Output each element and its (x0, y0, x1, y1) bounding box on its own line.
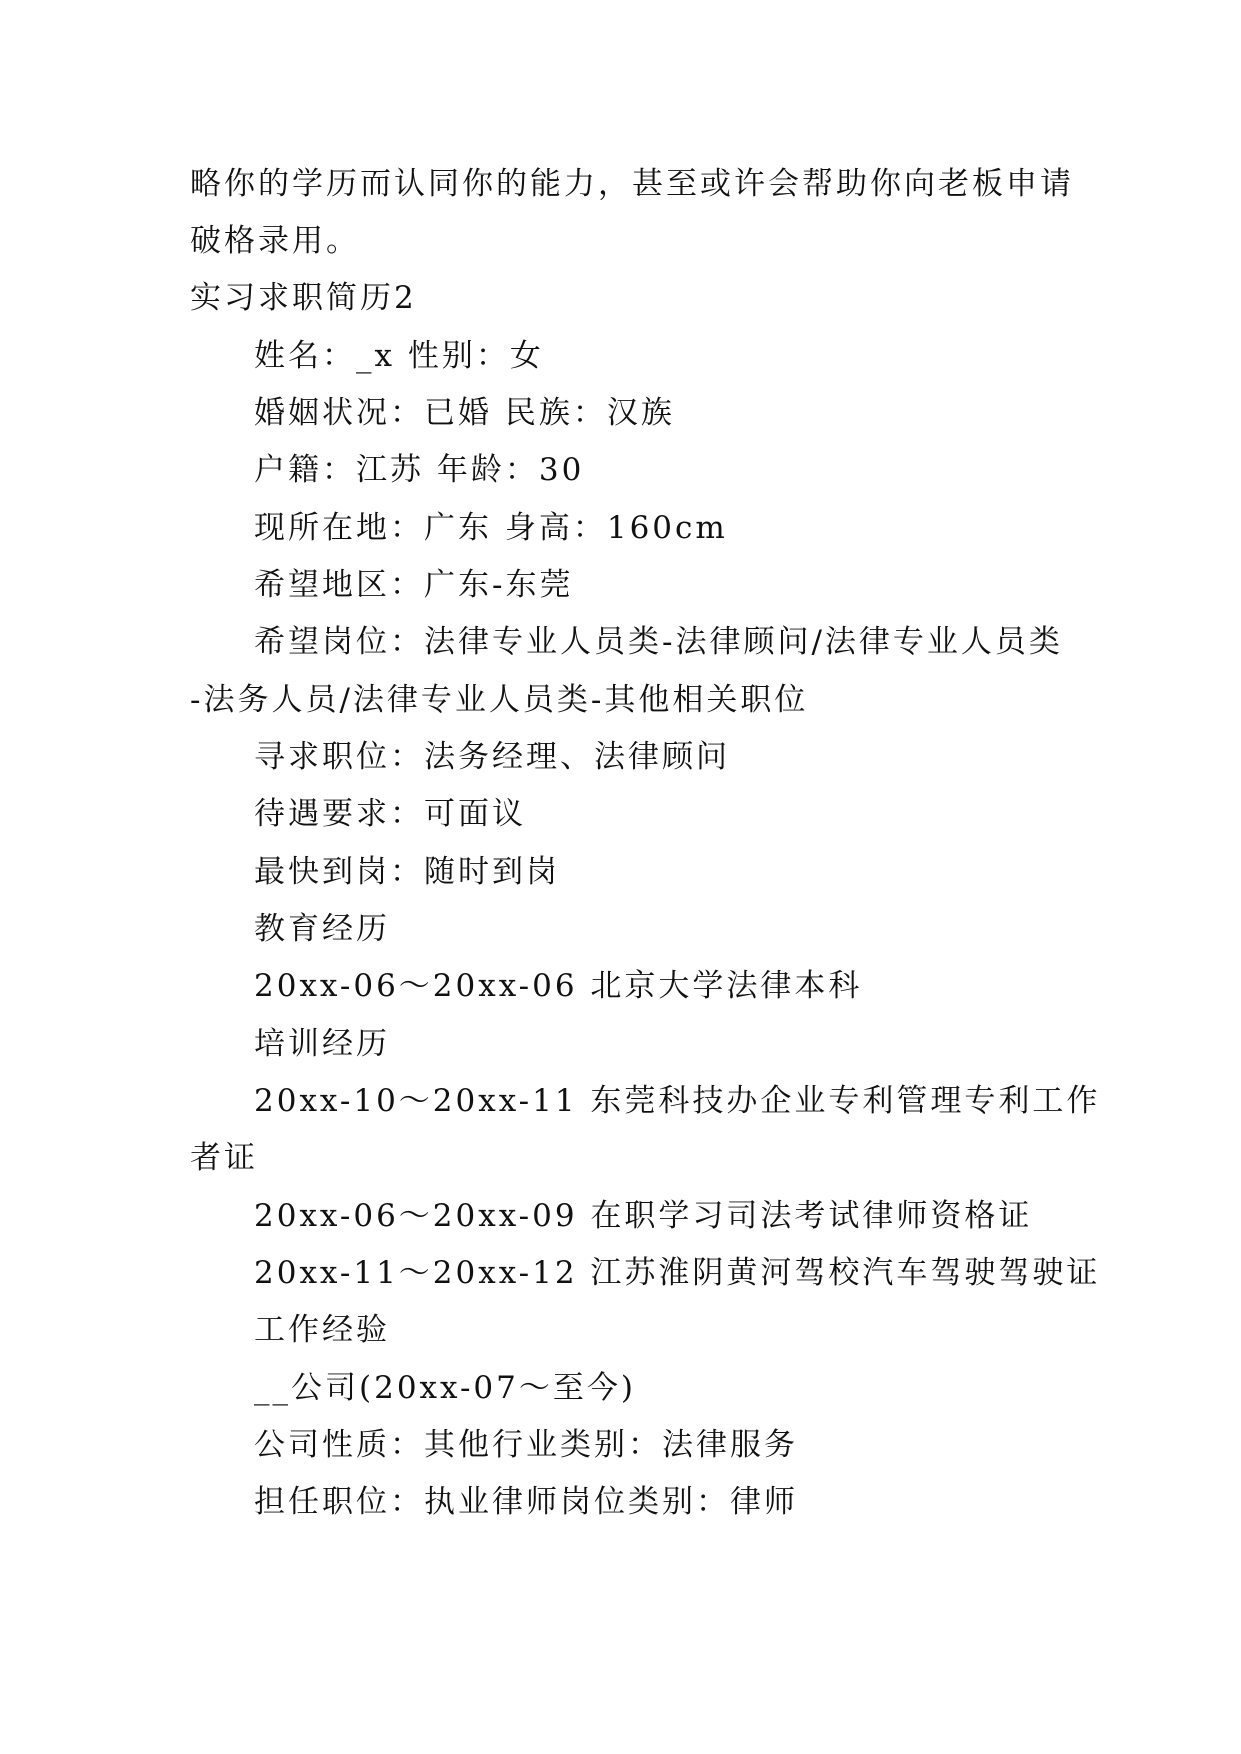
location-height-line: 现所在地：广东 身高：160cm (254, 510, 728, 546)
name-gender-line: 姓名：_x 性别：女 (254, 338, 544, 374)
hukou-age-line: 户籍：江苏 年龄：30 (254, 452, 585, 488)
work-heading: 工作经验 (254, 1312, 390, 1348)
work-company-nature-line: 公司性质：其他行业类别：法律服务 (254, 1427, 798, 1463)
education-heading: 教育经历 (254, 911, 390, 947)
training-entry-1-line-2: 者证 (190, 1140, 258, 1176)
training-entry-3: 20xx-11～20xx-12 江苏淮阴黄河驾校汽车驾驶驾驶证 (254, 1255, 1101, 1291)
resume-heading: 实习求职简历2 (190, 280, 417, 316)
training-heading: 培训经历 (254, 1026, 390, 1062)
desired-region-line: 希望地区：广东-东莞 (254, 567, 574, 603)
seeking-position-line: 寻求职位：法务经理、法律顾问 (254, 739, 730, 775)
desired-position-line-1: 希望岗位：法律专业人员类-法律顾问/法律专业人员类 (254, 624, 1063, 660)
education-entry: 20xx-06～20xx-06 北京大学法律本科 (254, 968, 863, 1004)
marital-ethnicity-line: 婚姻状况：已婚 民族：汉族 (254, 395, 675, 431)
work-company-line: __公司(20xx-07～至今) (254, 1370, 636, 1406)
desired-position-line-2: -法务人员/法律专业人员类-其他相关职位 (190, 682, 809, 718)
salary-line: 待遇要求：可面议 (254, 796, 526, 832)
intro-text-line-2: 破格录用。 (190, 223, 360, 259)
work-position-line: 担任职位：执业律师岗位类别：律师 (254, 1484, 798, 1520)
intro-text-line-1: 略你的学历而认同你的能力，甚至或许会帮助你向老板申请 (190, 166, 1074, 202)
training-entry-1-line-1: 20xx-10～20xx-11 东莞科技办企业专利管理专利工作 (254, 1083, 1101, 1119)
availability-line: 最快到岗：随时到岗 (254, 854, 560, 890)
training-entry-2: 20xx-06～20xx-09 在职学习司法考试律师资格证 (254, 1198, 1033, 1234)
